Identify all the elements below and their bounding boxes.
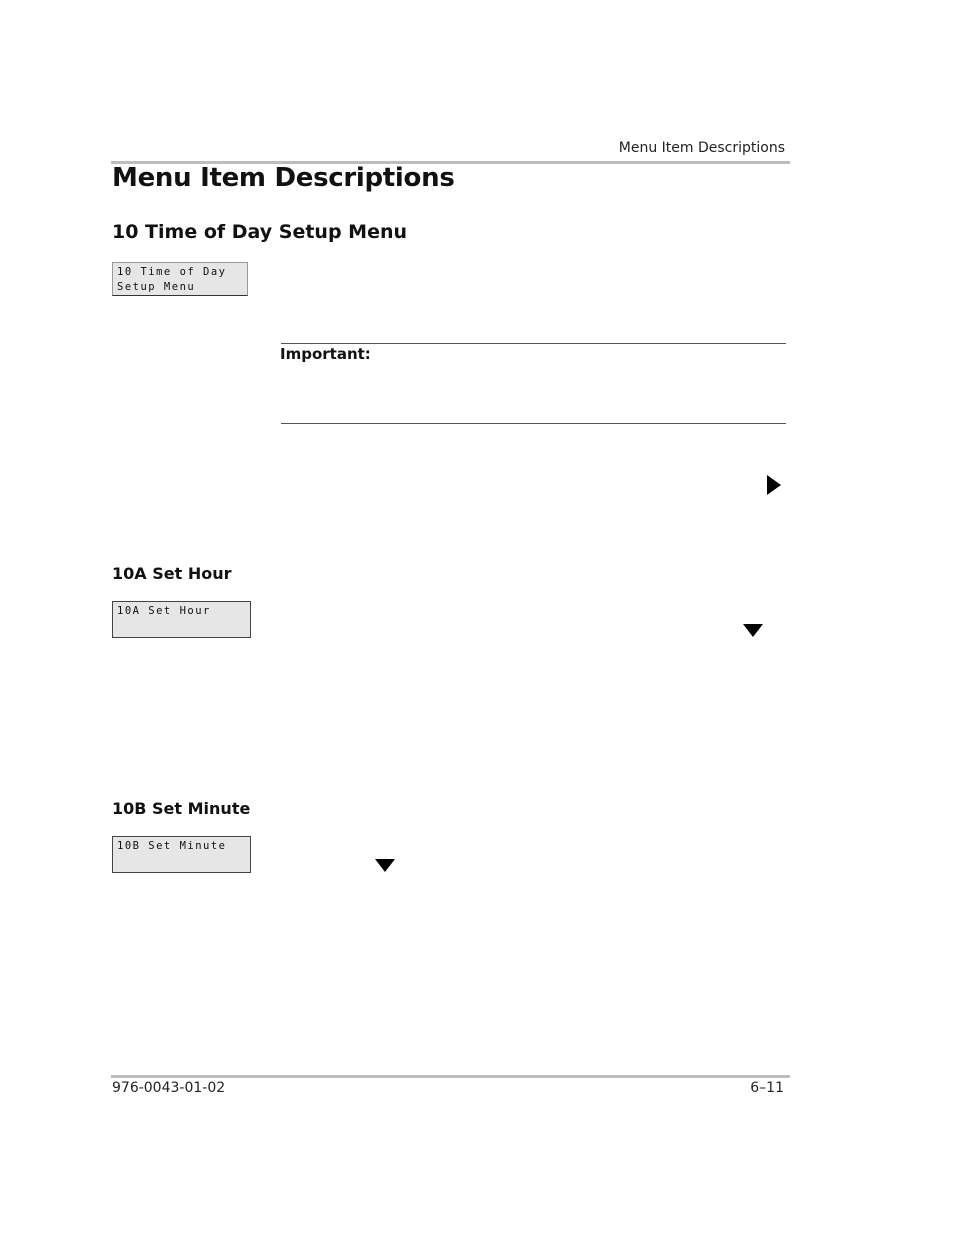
subsection-title-set-hour: 10A Set Hour — [112, 564, 232, 583]
document-number: 976-0043-01-02 — [112, 1080, 226, 1096]
lcd-display-set-hour — [112, 601, 251, 638]
important-note-top-rule — [281, 343, 786, 344]
section-title: 10 Time of Day Setup Menu — [112, 221, 408, 243]
running-header: Menu Item Descriptions — [618, 140, 785, 156]
lcd-line-1: 10B Set Minute — [117, 840, 227, 852]
lcd-display-time-of-day — [112, 262, 248, 296]
lcd-line-2: Setup Menu — [117, 281, 196, 293]
footer-rule — [111, 1075, 790, 1078]
triangle-right-icon — [767, 475, 781, 495]
lcd-line-1: 10A Set Hour — [117, 605, 211, 617]
triangle-down-icon — [743, 624, 763, 637]
page-title: Menu Item Descriptions — [112, 163, 455, 193]
subsection-title-set-minute: 10B Set Minute — [112, 799, 251, 818]
lcd-display-set-minute — [112, 836, 251, 873]
lcd-line-1: 10 Time of Day — [117, 266, 227, 278]
important-label: Important: — [280, 345, 371, 363]
triangle-down-icon — [375, 859, 395, 872]
page-number: 6–11 — [750, 1080, 784, 1096]
important-note-bottom-rule — [281, 423, 786, 424]
